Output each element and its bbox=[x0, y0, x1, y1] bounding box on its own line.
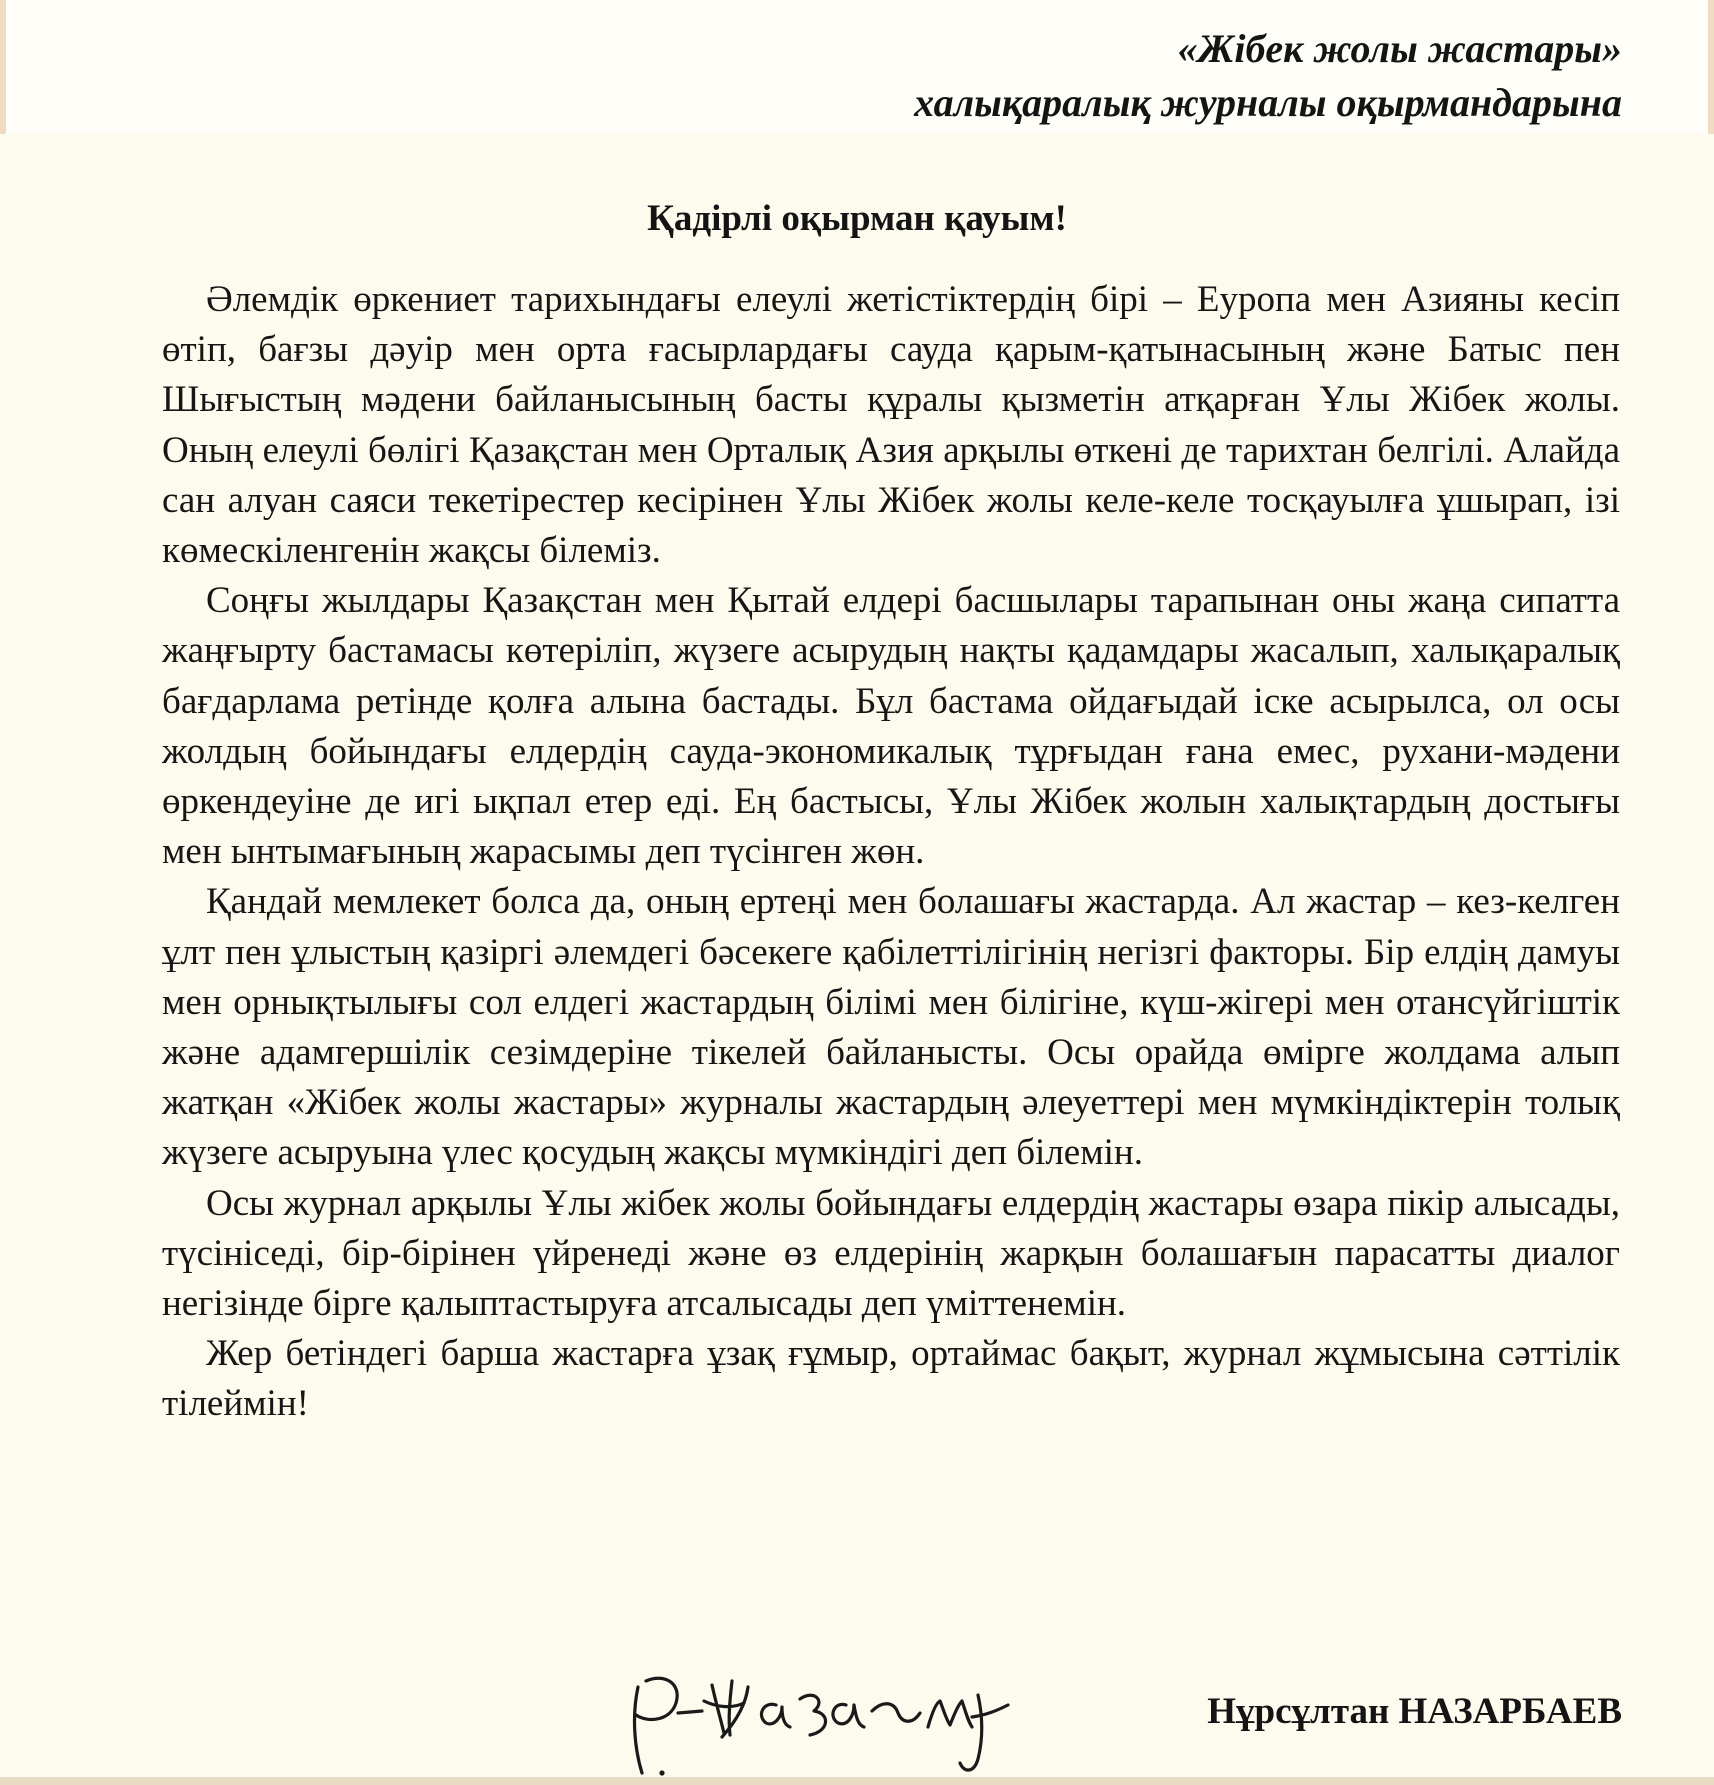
letter-body bbox=[162, 275, 1620, 1430]
letter-paragraph-4: Осы журнал арқылы Ұлы жібек жолы бойындағы елдердің жастары өзара пікір алысады, түсініседі, бір-бірінен үйренеді және өз елдерінің жарқын болашағын парасатты диалог негізінде бірге қалыптастыруға атсалысады деп үміттенемін. bbox=[162, 1182, 1620, 1325]
dedication-line-journal: «Жібек жолы жастары» bbox=[1177, 26, 1622, 71]
signer-name: Нұрсұлтан НАЗАРБАЕВ bbox=[1207, 1691, 1622, 1732]
letter-paragraph-5: Жер бетіндегі барша жастарға ұзақ ғұмыр, ортаймас бақыт, журнал жұмысына сәттілік тілеймін! bbox=[162, 1333, 1620, 1425]
dedication-line-readers: халықаралық журналы оқырмандарына bbox=[914, 80, 1622, 125]
page-edge-right bbox=[1708, 0, 1714, 134]
greeting-heading: Қадірлі оқырман қауым! bbox=[647, 198, 1067, 239]
dedication-heading bbox=[522, 22, 1622, 130]
handwritten-signature bbox=[620, 1655, 1040, 1780]
letter-paragraph-1: Әлемдік өркениет тарихындағы елеулі жетістіктердің бірі – Еуропа мен Азияны кесіп өтіп, бағзы дәуір мен орта ғасырлардағы сауда қарым-қатынасының және Батыс пен Шығыстың мәдени байланысының басты құралы қызметін атқарған Ұлы Жібек жолы. Оның елеулі бөлігі Қазақстан мен Орталық Азия арқылы өткені де тарихтан белгілі. Алайда сан алуан саяси текетірестер кесірінен Ұлы Жібек жолы келе-келе тосқауылға ұшырап, ізі көмескіленгенін жақсы білеміз. bbox=[162, 279, 1620, 572]
page-edge-left bbox=[0, 0, 6, 134]
letter-paragraph-2: Соңғы жылдары Қазақстан мен Қытай елдері басшылары тарапынан оны жаңа сипатта жаңғырту бастамасы көтеріліп, жүзеге асырудың нақты қадамдары жасалып, халықаралық бағдарлама ретінде қолға алына бастады. Бұл бастама ойдағыдай іске асырылса, ол осы жолдың бойындағы елдердің сауда-экономикалық тұрғыдан ғана емес, рухани-мәдени өркендеуіне де игі ықпал етер еді. Ең бастысы, Ұлы Жібек жолын халықтардың достығы мен ынтымағының жарасымы деп түсінген жөн. bbox=[162, 580, 1620, 873]
letter-paragraph-3: Қандай мемлекет болса да, оның ертеңі мен болашағы жастарда. Ал жастар – кез-келген ұлт пен ұлыстың қазіргі әлемдегі бәсекеге қабілеттілігінің негізгі факторы. Бір елдің дамуы мен орнықтылығы сол елдегі жастардың білімі мен білігіне, күш-жігері мен отансүйгіштік және адамгершілік сезімдеріне тікелей байланысты. Осы орайда өмірге жолдама алып жатқан «Жібек жолы жастары» журналы жастардың әлеуеттері мен мүмкіндіктерін толық жүзеге асыруына үлес қосудың жақсы мүмкіндігі деп білемін. bbox=[162, 881, 1620, 1174]
